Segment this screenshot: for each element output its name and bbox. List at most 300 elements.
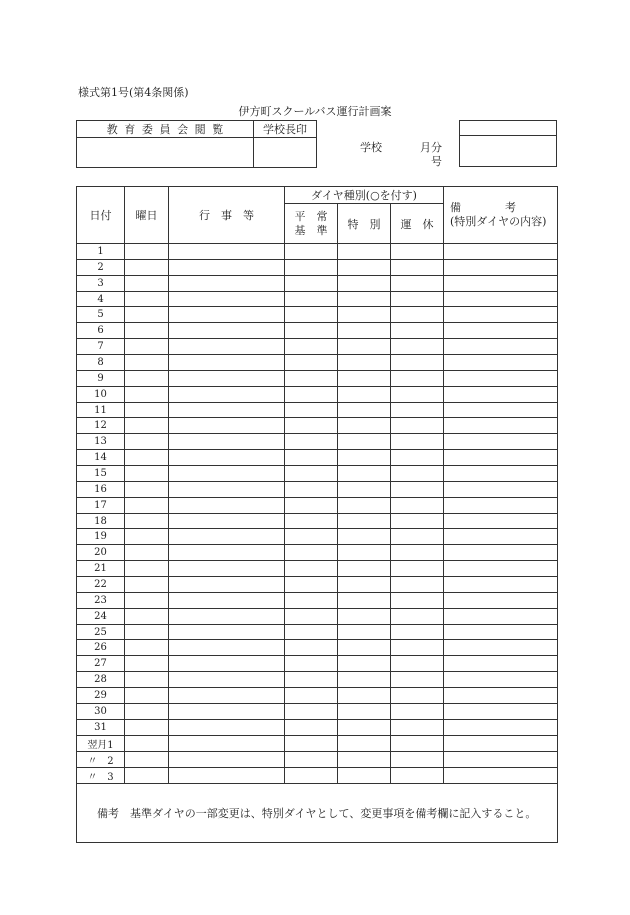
weekday-cell[interactable] [125,259,169,275]
document-title: 伊方町スクールバス運行計画案 [238,105,392,118]
remarks-cell[interactable] [444,513,558,529]
remarks-cell[interactable] [444,703,558,719]
suspended-cell[interactable] [391,577,444,593]
remarks-cell[interactable] [444,529,558,545]
remarks-cell[interactable] [444,561,558,577]
day-row [77,386,558,402]
normal-dia-header-line1: 平 常 [294,209,328,223]
event-cell[interactable] [169,719,285,735]
normal-dia-cell[interactable] [285,719,338,735]
day-row [77,545,558,561]
weekday-cell[interactable] [125,751,169,767]
weekday-cell[interactable] [125,529,169,545]
school-info-box [459,120,557,167]
suspended-cell[interactable] [391,513,444,529]
remarks-cell[interactable] [444,418,558,434]
event-cell[interactable] [169,307,285,323]
day-row [77,561,558,577]
event-cell[interactable] [169,481,285,497]
suspended-cell[interactable] [391,672,444,688]
suspended-header: 運 休 [391,204,444,244]
event-cell[interactable] [169,244,285,260]
event-cell[interactable] [169,323,285,339]
special-dia-cell[interactable] [338,275,391,291]
event-cell[interactable] [169,767,285,783]
event-cell[interactable] [169,402,285,418]
event-cell[interactable] [169,275,285,291]
suspended-cell[interactable] [391,275,444,291]
normal-dia-cell[interactable] [285,307,338,323]
weekday-cell[interactable] [125,624,169,640]
date-cell: 5 [77,307,125,323]
date-cell: 7 [77,339,125,355]
special-dia-cell[interactable] [338,767,391,783]
weekday-cell[interactable] [125,370,169,386]
normal-dia-cell[interactable] [285,545,338,561]
day-row [77,355,558,371]
special-dia-cell[interactable] [338,640,391,656]
special-dia-cell[interactable] [338,450,391,466]
remarks-header-subtitle: (特別ダイヤの内容) [450,215,547,228]
event-cell[interactable] [169,355,285,371]
normal-dia-cell[interactable] [285,275,338,291]
day-row [77,418,558,434]
remarks-header-title: 備 考 [450,201,516,214]
suspended-cell[interactable] [391,624,444,640]
remarks-cell[interactable] [444,751,558,767]
date-cell: 29 [77,688,125,704]
date-cell: 3 [77,275,125,291]
date-cell: 8 [77,355,125,371]
normal-dia-cell[interactable] [285,640,338,656]
event-cell[interactable] [169,434,285,450]
special-dia-cell[interactable] [338,323,391,339]
weekday-cell[interactable] [125,640,169,656]
suspended-cell[interactable] [391,608,444,624]
suspended-cell[interactable] [391,656,444,672]
day-row [77,608,558,624]
normal-dia-cell[interactable] [285,497,338,513]
remarks-cell[interactable] [444,370,558,386]
day-row [77,450,558,466]
event-cell[interactable] [169,513,285,529]
special-dia-cell[interactable] [338,624,391,640]
footer-remark: 備考 基準ダイヤの一部変更は、特別ダイヤとして、変更事項を備考欄に記入すること。 [77,783,558,842]
principal-seal-field[interactable] [254,138,317,168]
special-dia-cell[interactable] [338,656,391,672]
remarks-cell[interactable] [444,402,558,418]
event-cell[interactable] [169,688,285,704]
normal-dia-cell[interactable] [285,529,338,545]
weekday-cell[interactable] [125,450,169,466]
date-cell: 14 [77,450,125,466]
weekday-cell[interactable] [125,275,169,291]
weekday-cell[interactable] [125,688,169,704]
suspended-cell[interactable] [391,545,444,561]
normal-dia-cell[interactable] [285,481,338,497]
day-row [77,640,558,656]
event-cell[interactable] [169,497,285,513]
day-row [77,275,558,291]
remarks-cell[interactable] [444,259,558,275]
suspended-cell[interactable] [391,370,444,386]
date-cell: 26 [77,640,125,656]
suspended-cell[interactable] [391,719,444,735]
date-cell: 20 [77,545,125,561]
normal-dia-cell[interactable] [285,751,338,767]
date-cell: 12 [77,418,125,434]
normal-dia-cell[interactable] [285,592,338,608]
day-row [77,688,558,704]
day-row [77,672,558,688]
weekday-cell[interactable] [125,735,169,751]
weekday-cell[interactable] [125,307,169,323]
normal-dia-cell[interactable] [285,402,338,418]
form-number: 様式第1号(第4条関係) [78,86,189,99]
remarks-cell[interactable] [444,656,558,672]
suspended-cell[interactable] [391,355,444,371]
normal-dia-cell[interactable] [285,577,338,593]
date-cell: 1 [77,244,125,260]
suspended-cell[interactable] [391,418,444,434]
day-row [77,323,558,339]
date-cell: 18 [77,513,125,529]
date-cell: 〃 2 [77,751,125,767]
remarks-cell[interactable] [444,577,558,593]
special-dia-cell[interactable] [338,513,391,529]
date-cell: 22 [77,577,125,593]
normal-dia-cell[interactable] [285,291,338,307]
remarks-cell[interactable] [444,735,558,751]
special-dia-cell[interactable] [338,608,391,624]
day-row [77,402,558,418]
special-dia-cell[interactable] [338,703,391,719]
event-cell[interactable] [169,386,285,402]
remarks-cell[interactable] [444,592,558,608]
weekday-cell[interactable] [125,719,169,735]
special-dia-cell[interactable] [338,466,391,482]
special-dia-cell[interactable] [338,529,391,545]
weekday-cell[interactable] [125,561,169,577]
day-row [77,592,558,608]
suspended-cell[interactable] [391,767,444,783]
day-row [77,370,558,386]
day-row [77,751,558,767]
date-cell: 31 [77,719,125,735]
number-label: 号 [431,155,442,168]
special-dia-cell[interactable] [338,481,391,497]
event-cell[interactable] [169,561,285,577]
day-row [77,577,558,593]
weekday-cell[interactable] [125,577,169,593]
date-cell: 21 [77,561,125,577]
day-row [77,497,558,513]
suspended-cell[interactable] [391,735,444,751]
weekday-cell[interactable] [125,608,169,624]
event-cell[interactable] [169,529,285,545]
day-row [77,513,558,529]
normal-dia-header [285,204,338,244]
event-cell[interactable] [169,608,285,624]
date-cell: 9 [77,370,125,386]
event-cell[interactable] [169,640,285,656]
date-cell: 15 [77,466,125,482]
event-cell[interactable] [169,592,285,608]
normal-dia-cell[interactable] [285,513,338,529]
date-cell: 13 [77,434,125,450]
school-info-top-field[interactable] [460,121,557,136]
day-row [77,529,558,545]
suspended-cell[interactable] [391,402,444,418]
month-label: 月分 [420,141,442,154]
normal-dia-cell[interactable] [285,418,338,434]
special-dia-cell[interactable] [338,545,391,561]
day-row [77,244,558,260]
weekday-cell[interactable] [125,481,169,497]
normal-dia-cell[interactable] [285,735,338,751]
normal-dia-cell[interactable] [285,370,338,386]
normal-dia-cell[interactable] [285,386,338,402]
weekday-cell[interactable] [125,767,169,783]
remarks-cell[interactable] [444,719,558,735]
suspended-cell[interactable] [391,481,444,497]
weekday-cell[interactable] [125,339,169,355]
remarks-cell[interactable] [444,244,558,260]
normal-dia-cell[interactable] [285,466,338,482]
special-dia-cell[interactable] [338,339,391,355]
weekday-cell[interactable] [125,656,169,672]
suspended-cell[interactable] [391,497,444,513]
suspended-cell[interactable] [391,323,444,339]
remarks-cell[interactable] [444,307,558,323]
principal-seal-label: 学校長印 [254,121,317,138]
date-cell: 11 [77,402,125,418]
date-cell: 30 [77,703,125,719]
normal-dia-cell[interactable] [285,355,338,371]
special-dia-cell[interactable] [338,418,391,434]
special-dia-cell[interactable] [338,434,391,450]
weekday-cell[interactable] [125,402,169,418]
day-row [77,466,558,482]
weekday-cell[interactable] [125,418,169,434]
weekday-cell[interactable] [125,434,169,450]
suspended-cell[interactable] [391,688,444,704]
event-cell[interactable] [169,656,285,672]
day-row [77,481,558,497]
weekday-cell[interactable] [125,513,169,529]
weekday-cell[interactable] [125,703,169,719]
remarks-cell[interactable] [444,386,558,402]
normal-dia-cell[interactable] [285,703,338,719]
suspended-cell[interactable] [391,259,444,275]
day-rows [77,244,558,784]
day-row [77,259,558,275]
special-dia-cell[interactable] [338,259,391,275]
date-cell: 〃 3 [77,767,125,783]
event-cell[interactable] [169,339,285,355]
remarks-cell[interactable] [444,624,558,640]
school-info-bottom-field[interactable] [460,136,557,167]
remarks-cell[interactable] [444,545,558,561]
normal-dia-cell[interactable] [285,672,338,688]
remarks-cell[interactable] [444,608,558,624]
event-cell[interactable] [169,259,285,275]
date-cell: 27 [77,656,125,672]
normal-dia-cell[interactable] [285,244,338,260]
special-dia-cell[interactable] [338,244,391,260]
bus-plan-table [76,186,558,843]
suspended-cell[interactable] [391,244,444,260]
weekday-cell[interactable] [125,386,169,402]
suspended-cell[interactable] [391,751,444,767]
approval-table [76,120,317,168]
day-row [77,656,558,672]
normal-dia-cell[interactable] [285,323,338,339]
remarks-cell[interactable] [444,323,558,339]
weekday-cell[interactable] [125,545,169,561]
day-row [77,767,558,783]
suspended-cell[interactable] [391,640,444,656]
date-cell: 16 [77,481,125,497]
date-cell: 23 [77,592,125,608]
date-cell: 25 [77,624,125,640]
remarks-cell[interactable] [444,291,558,307]
remarks-cell[interactable] [444,481,558,497]
event-cell[interactable] [169,672,285,688]
suspended-cell[interactable] [391,434,444,450]
normal-dia-cell[interactable] [285,767,338,783]
special-dia-cell[interactable] [338,561,391,577]
normal-dia-cell[interactable] [285,656,338,672]
weekday-cell[interactable] [125,466,169,482]
special-dia-cell[interactable] [338,751,391,767]
event-cell[interactable] [169,450,285,466]
dia-type-header: ダイヤ種別(○を付す) [285,187,444,204]
event-cell[interactable] [169,624,285,640]
date-cell: 6 [77,323,125,339]
suspended-cell[interactable] [391,466,444,482]
weekday-cell[interactable] [125,497,169,513]
special-dia-cell[interactable] [338,307,391,323]
date-cell: 翌月1 [77,735,125,751]
special-dia-cell[interactable] [338,592,391,608]
special-dia-cell[interactable] [338,577,391,593]
suspended-cell[interactable] [391,561,444,577]
suspended-cell[interactable] [391,307,444,323]
date-cell: 24 [77,608,125,624]
date-header: 日付 [77,187,125,244]
board-review-field[interactable] [77,138,254,168]
weekday-header: 曜日 [125,187,169,244]
event-cell[interactable] [169,751,285,767]
day-row [77,307,558,323]
date-cell: 10 [77,386,125,402]
event-cell[interactable] [169,466,285,482]
day-row [77,719,558,735]
normal-dia-cell[interactable] [285,624,338,640]
remarks-cell[interactable] [444,672,558,688]
suspended-cell[interactable] [391,291,444,307]
remarks-cell[interactable] [444,434,558,450]
event-header: 行 事 等 [169,187,285,244]
event-cell[interactable] [169,703,285,719]
special-dia-cell[interactable] [338,291,391,307]
remarks-cell[interactable] [444,767,558,783]
event-cell[interactable] [169,291,285,307]
day-row [77,434,558,450]
normal-dia-cell[interactable] [285,259,338,275]
remarks-header [444,187,558,244]
weekday-cell[interactable] [125,592,169,608]
special-dia-header: 特 別 [338,204,391,244]
suspended-cell[interactable] [391,386,444,402]
suspended-cell[interactable] [391,339,444,355]
school-label: 学校 [360,141,382,154]
special-dia-cell[interactable] [338,719,391,735]
event-cell[interactable] [169,370,285,386]
weekday-cell[interactable] [125,672,169,688]
board-review-label: 教育委員会閲覧 [77,121,254,138]
weekday-cell[interactable] [125,291,169,307]
suspended-cell[interactable] [391,529,444,545]
normal-dia-cell[interactable] [285,434,338,450]
normal-dia-cell[interactable] [285,339,338,355]
suspended-cell[interactable] [391,450,444,466]
special-dia-cell[interactable] [338,370,391,386]
date-cell: 4 [77,291,125,307]
weekday-cell[interactable] [125,355,169,371]
remarks-cell[interactable] [444,275,558,291]
special-dia-cell[interactable] [338,402,391,418]
normal-dia-cell[interactable] [285,450,338,466]
normal-dia-cell[interactable] [285,688,338,704]
date-cell: 28 [77,672,125,688]
remarks-cell[interactable] [444,497,558,513]
event-cell[interactable] [169,545,285,561]
normal-dia-header-line2: 基 準 [294,223,328,237]
suspended-cell[interactable] [391,703,444,719]
normal-dia-cell[interactable] [285,608,338,624]
remarks-cell[interactable] [444,355,558,371]
day-row [77,339,558,355]
special-dia-cell[interactable] [338,386,391,402]
special-dia-cell[interactable] [338,672,391,688]
date-cell: 17 [77,497,125,513]
suspended-cell[interactable] [391,592,444,608]
remarks-cell[interactable] [444,640,558,656]
day-row [77,735,558,751]
event-cell[interactable] [169,735,285,751]
event-cell[interactable] [169,577,285,593]
special-dia-cell[interactable] [338,688,391,704]
remarks-cell[interactable] [444,466,558,482]
remarks-cell[interactable] [444,450,558,466]
weekday-cell[interactable] [125,323,169,339]
remarks-cell[interactable] [444,339,558,355]
special-dia-cell[interactable] [338,355,391,371]
special-dia-cell[interactable] [338,497,391,513]
day-row [77,703,558,719]
day-row [77,291,558,307]
event-cell[interactable] [169,418,285,434]
date-cell: 2 [77,259,125,275]
normal-dia-cell[interactable] [285,561,338,577]
date-cell: 19 [77,529,125,545]
special-dia-cell[interactable] [338,735,391,751]
remarks-cell[interactable] [444,688,558,704]
weekday-cell[interactable] [125,244,169,260]
day-row [77,624,558,640]
